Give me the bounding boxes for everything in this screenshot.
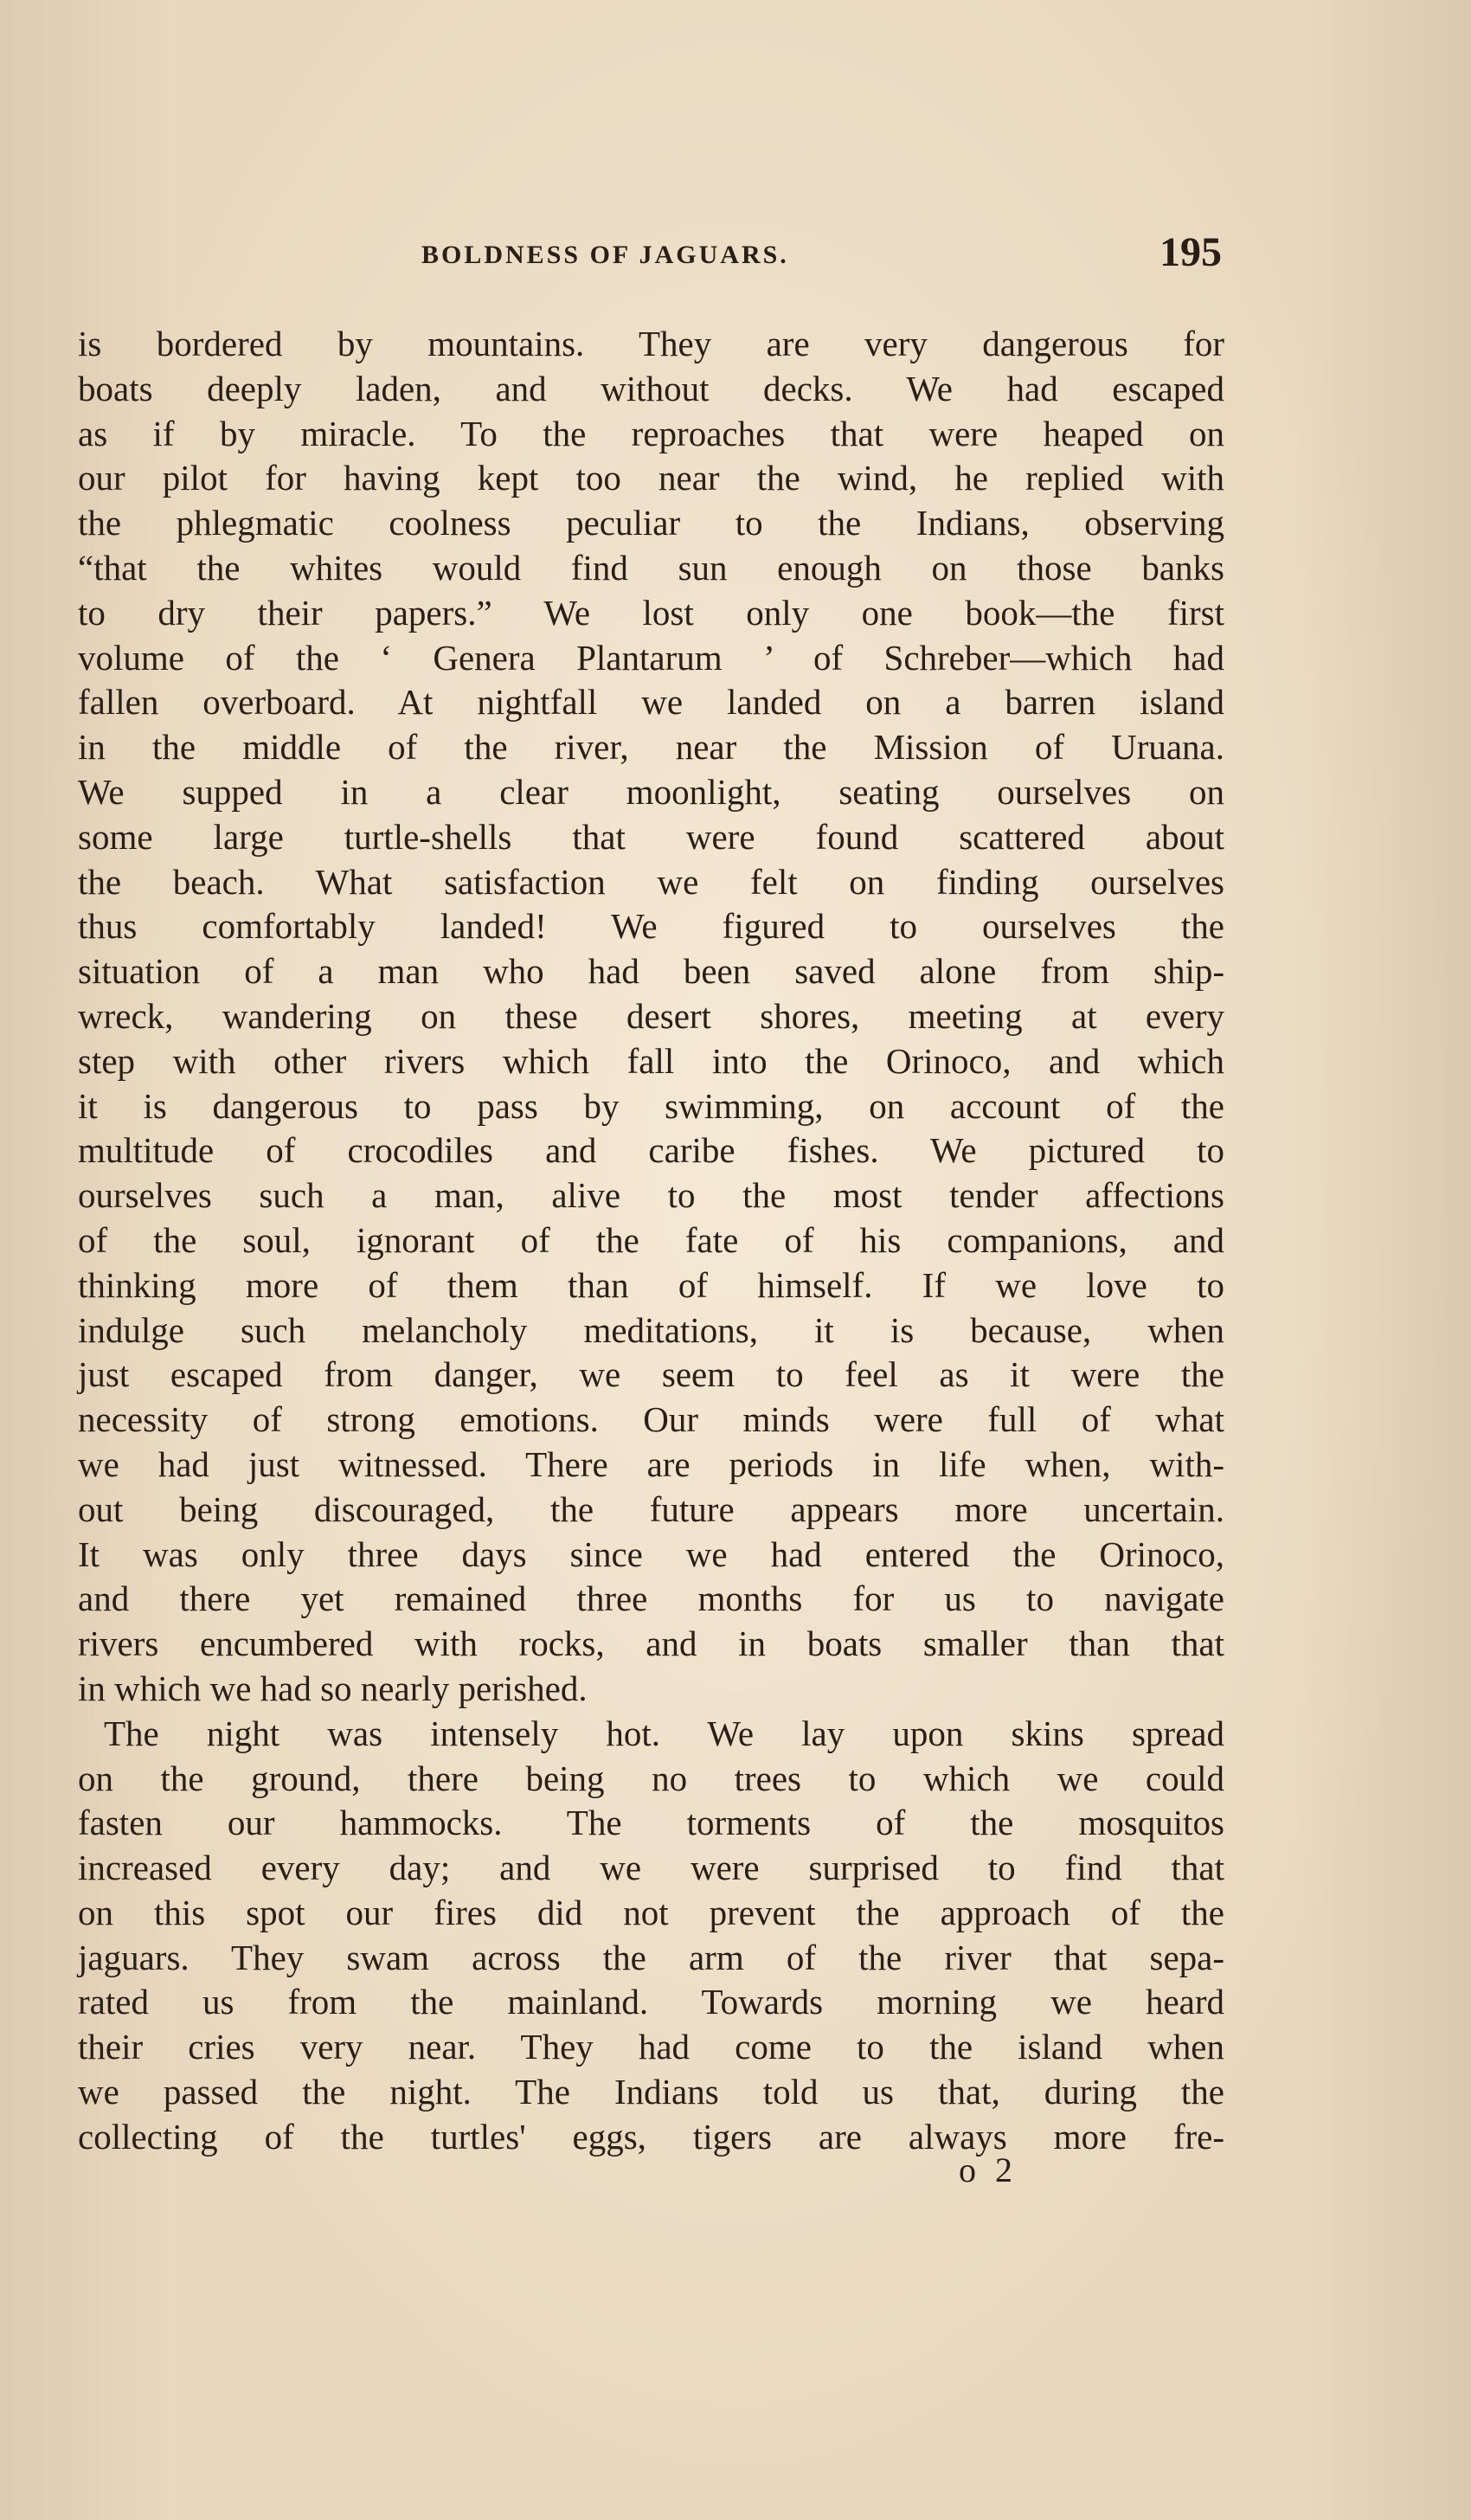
text-line: to dry their papers.” We lost only one book—the first [78, 592, 1224, 633]
text-line: out being discouraged, the future appears more uncertain. [78, 1488, 1224, 1529]
text-line: rated us from the mainland. Towards morning we heard [78, 1982, 1224, 2022]
text-line: on this spot our fires did not prevent the approach of the [78, 1892, 1224, 1932]
text-line: our pilot for having kept too near the wind, he replied with [78, 458, 1224, 498]
text-line: of the soul, ignorant of the fate of his companions, and [78, 1219, 1224, 1260]
body-text [78, 322, 1224, 2160]
text-line: thinking more of them than of himself. If we love to [78, 1264, 1224, 1305]
text-line: fasten our hammocks. The torments of the mosquitos [78, 1803, 1224, 1843]
signature-mark: o 2 [959, 2150, 1018, 2189]
text-line: We supped in a clear moonlight, seating ourselves on [78, 771, 1224, 812]
text-line: the phlegmatic coolness peculiar to the Indians, observing [78, 503, 1224, 543]
text-line: we passed the night. The Indians told us that, during the [78, 2072, 1224, 2112]
text-line: in which we had so nearly perished. [78, 1668, 588, 1708]
paragraph [78, 1712, 1224, 2160]
text-line: their cries very near. They had come to the island when [78, 2027, 1224, 2067]
text-line: wreck, wandering on these desert shores, meeting at every [78, 995, 1224, 1036]
text-line: increased every day; and we were surprised to find that [78, 1848, 1224, 1888]
text-line: volume of the ‘ Genera Plantarum ’ of Schreber—which had [78, 637, 1224, 678]
text-line: collecting of the turtles' eggs, tigers are always more fre- [78, 2116, 1224, 2157]
page-header [80, 228, 1222, 284]
paragraph [78, 322, 1224, 1712]
text-line: is bordered by mountains. They are very dangerous for [78, 324, 1224, 363]
text-line: fallen overboard. At nightfall we landed on a barren island [78, 682, 1224, 723]
text-line: some large turtle-shells that were found scattered about [78, 816, 1224, 857]
text-line: in the middle of the river, near the Mission of Uruana. [78, 727, 1224, 768]
text-line: multitude of crocodiles and caribe fishes. We pictured to [78, 1130, 1224, 1171]
text-line: necessity of strong emotions. Our minds were full of what [78, 1399, 1224, 1440]
text-line: step with other rivers which fall into the Orinoco, and which [78, 1040, 1224, 1081]
text-line: It was only three days since we had entered the Orinoco, [78, 1533, 1224, 1574]
text-line: and there yet remained three months for us to navigate [78, 1578, 1224, 1619]
text-line: we had just witnessed. There are periods in life when, with- [78, 1443, 1224, 1484]
text-line: it is dangerous to pass by swimming, on account of the [78, 1085, 1224, 1126]
page-number: 195 [1159, 229, 1222, 275]
text-line: on the ground, there being no trees to which we could [78, 1758, 1224, 1798]
text-line: just escaped from danger, we seem to feel as it were the [78, 1354, 1224, 1395]
text-line: The night was intensely hot. We lay upon skins spread [104, 1713, 1224, 1753]
text-line: jaguars. They swam across the arm of the river that sepa- [78, 1937, 1224, 1977]
text-line: boats deeply laden, and without decks. We had escaped [78, 368, 1224, 408]
text-line: “that the whites would find sun enough on those banks [78, 547, 1224, 588]
text-line: thus comfortably landed! We figured to ourselves the [78, 906, 1224, 947]
text-line: ourselves such a man, alive to the most tender affections [78, 1175, 1224, 1216]
text-line: indulge such melancholy meditations, it is because, when [78, 1309, 1224, 1350]
text-line: situation of a man who had been saved alone from ship- [78, 951, 1224, 992]
text-line: as if by miracle. To the reproaches that were heaped on [78, 413, 1224, 453]
running-title: BOLDNESS OF JAGUARS. [421, 241, 789, 269]
text-line: rivers encumbered with rocks, and in boats smaller than that [78, 1623, 1224, 1664]
text-line: the beach. What satisfaction we felt on finding ourselves [78, 861, 1224, 902]
